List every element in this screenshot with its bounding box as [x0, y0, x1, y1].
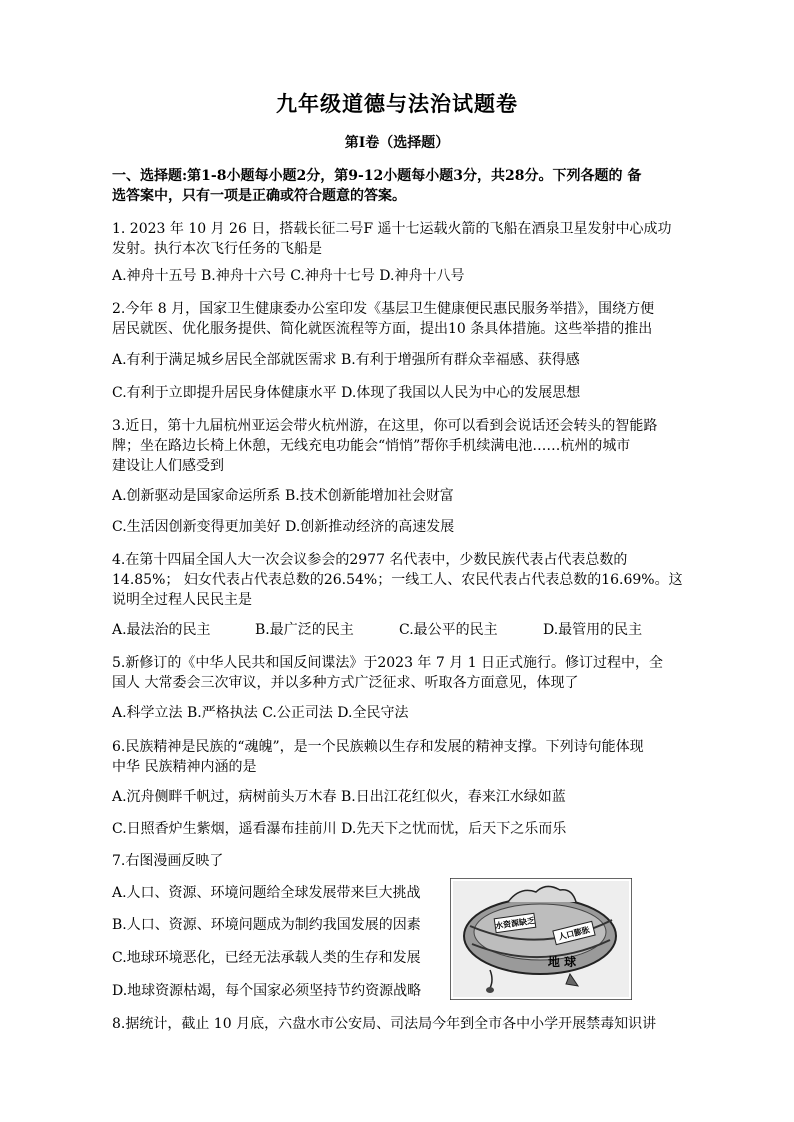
question-2-stem-line-2: 居民就医、优化服务提供、简化就医流程等方面，提出10 条具体措施。这些举措的推出 — [112, 321, 653, 337]
question-8-stem: 8.据统计，截止 10 月底，六盘水市公安局、司法局今年到全市各中小学开展禁毒知识讲 — [112, 1016, 657, 1032]
question-2-stem-line-1: 2.今年 8 月，国家卫生健康委办公室印发《基层卫生健康便民惠民服务举措》，围绕方便 — [112, 301, 655, 317]
question-3-stem-line-1: 3.近日，第十九届杭州亚运会带火杭州游，在这里，你可以看到会说话还会转头的智能路 — [112, 418, 658, 434]
question-3-stem-line-2: 牌；坐在路边长椅上休憩，无线充电功能会“悄悄”帮你手机续满电池……杭州的城市 — [112, 438, 631, 454]
question-4-option-d: D.最管用的民主 — [543, 622, 643, 638]
question-4-stem-line-2: 14.85%； 妇女代表占代表总数的26.54%；一线工人、农民代表占代表总数的16.69%。这 — [112, 572, 683, 588]
exam-title: 九年级道德与法治试题卷 — [276, 91, 518, 116]
question-1-stem-line-2: 发射。执行本次飞行任务的飞船是 — [112, 241, 322, 257]
question-7-option-b: B.人口、资源、环境问题成为制约我国发展的因素 — [112, 917, 421, 933]
question-4-option-a: A.最法治的民主 — [112, 622, 211, 638]
question-7-option-c: C.地球环境恶化，已经无法承载人类的生存和发展 — [112, 950, 421, 966]
question-7-stem: 7.右图漫画反映了 — [112, 853, 224, 869]
question-3-stem-line-3: 建设让人们感受到 — [112, 458, 224, 474]
question-6-options-cd: C.日照香炉生紫烟，遥看瀑布挂前川 D.先天下之忧而忧，后天下之乐而乐 — [112, 821, 567, 837]
earth-cartoon-image — [450, 878, 632, 1000]
question-6-options-ab: A.沉舟侧畔千帆过，病树前头万木春 B.日出江花红似火，春来江水绿如蓝 — [112, 789, 566, 805]
question-2-options-ab: A.有利于满足城乡居民全部就医需求 B.有利于增强所有群众幸福感、获得感 — [112, 352, 580, 368]
cartoon-label-earth: 地 球 — [547, 955, 577, 969]
question-4-stem-line-1: 4.在第十四届全国人大一次会议参会的2977 名代表中，少数民族代表占代表总数的 — [112, 552, 628, 568]
cartoon-label-population: 人口膨胀 — [557, 925, 591, 942]
question-1-stem-line-1: 1. 2023 年 10 月 26 日，搭载长征二号F 遥十七运载火箭的飞船在酒泉卫星发射中心成功 — [112, 221, 672, 237]
question-4-option-b: B.最广泛的民主 — [255, 622, 354, 638]
question-5-stem-line-1: 5.新修订的《中华人民共和国反间谍法》于2023 年 7 月 1 日正式施行。修订过程中，全 — [112, 655, 664, 671]
question-4-option-c: C.最公平的民主 — [399, 622, 498, 638]
question-2-options-cd: C.有利于立即提升居民身体健康水平 D.体现了我国以人民为中心的发展思想 — [112, 385, 581, 401]
question-3-options-ab: A.创新驱动是国家命运所系 B.技术创新能增加社会财富 — [112, 488, 454, 504]
section-instruction-line-1: 一、选择题:第1-8小题每小题2分，第9-12小题每小题3分，共28分。下列各题的 备 — [112, 168, 642, 184]
question-7-option-d: D.地球资源枯竭，每个国家必须坚持节约资源战略 — [112, 983, 422, 999]
question-3-options-cd: C.生活因创新变得更加美好 D.创新推动经济的高速发展 — [112, 519, 455, 535]
question-6-stem-line-2: 中华 民族精神内涵的是 — [112, 759, 257, 775]
question-4-stem-line-3: 说明全过程人民民主是 — [112, 592, 252, 608]
question-5-stem-line-2: 国人 大常委会三次审议，并以多种方式广泛征求、听取各方面意见，体现了 — [112, 675, 579, 691]
question-6-stem-line-1: 6.民族精神是民族的“魂魄”，是一个民族赖以生存和发展的精神支撑。下列诗句能体现 — [112, 739, 644, 755]
section-instruction-line-2: 选答案中，只有一项是正确或符合题意的答案。 — [112, 188, 406, 204]
section-subtitle: 第Ⅰ卷（选择题） — [344, 135, 450, 151]
question-7-option-a: A.人口、资源、环境问题给全球发展带来巨大挑战 — [112, 885, 421, 901]
question-1-options: A.神舟十五号 B.神舟十六号 C.神舟十七号 D.神舟十八号 — [112, 268, 465, 284]
question-5-options: A.科学立法 B.严格执法 C.公正司法 D.全民守法 — [112, 705, 409, 721]
cartoon-label-water: 水资源缺乏 — [494, 916, 536, 931]
